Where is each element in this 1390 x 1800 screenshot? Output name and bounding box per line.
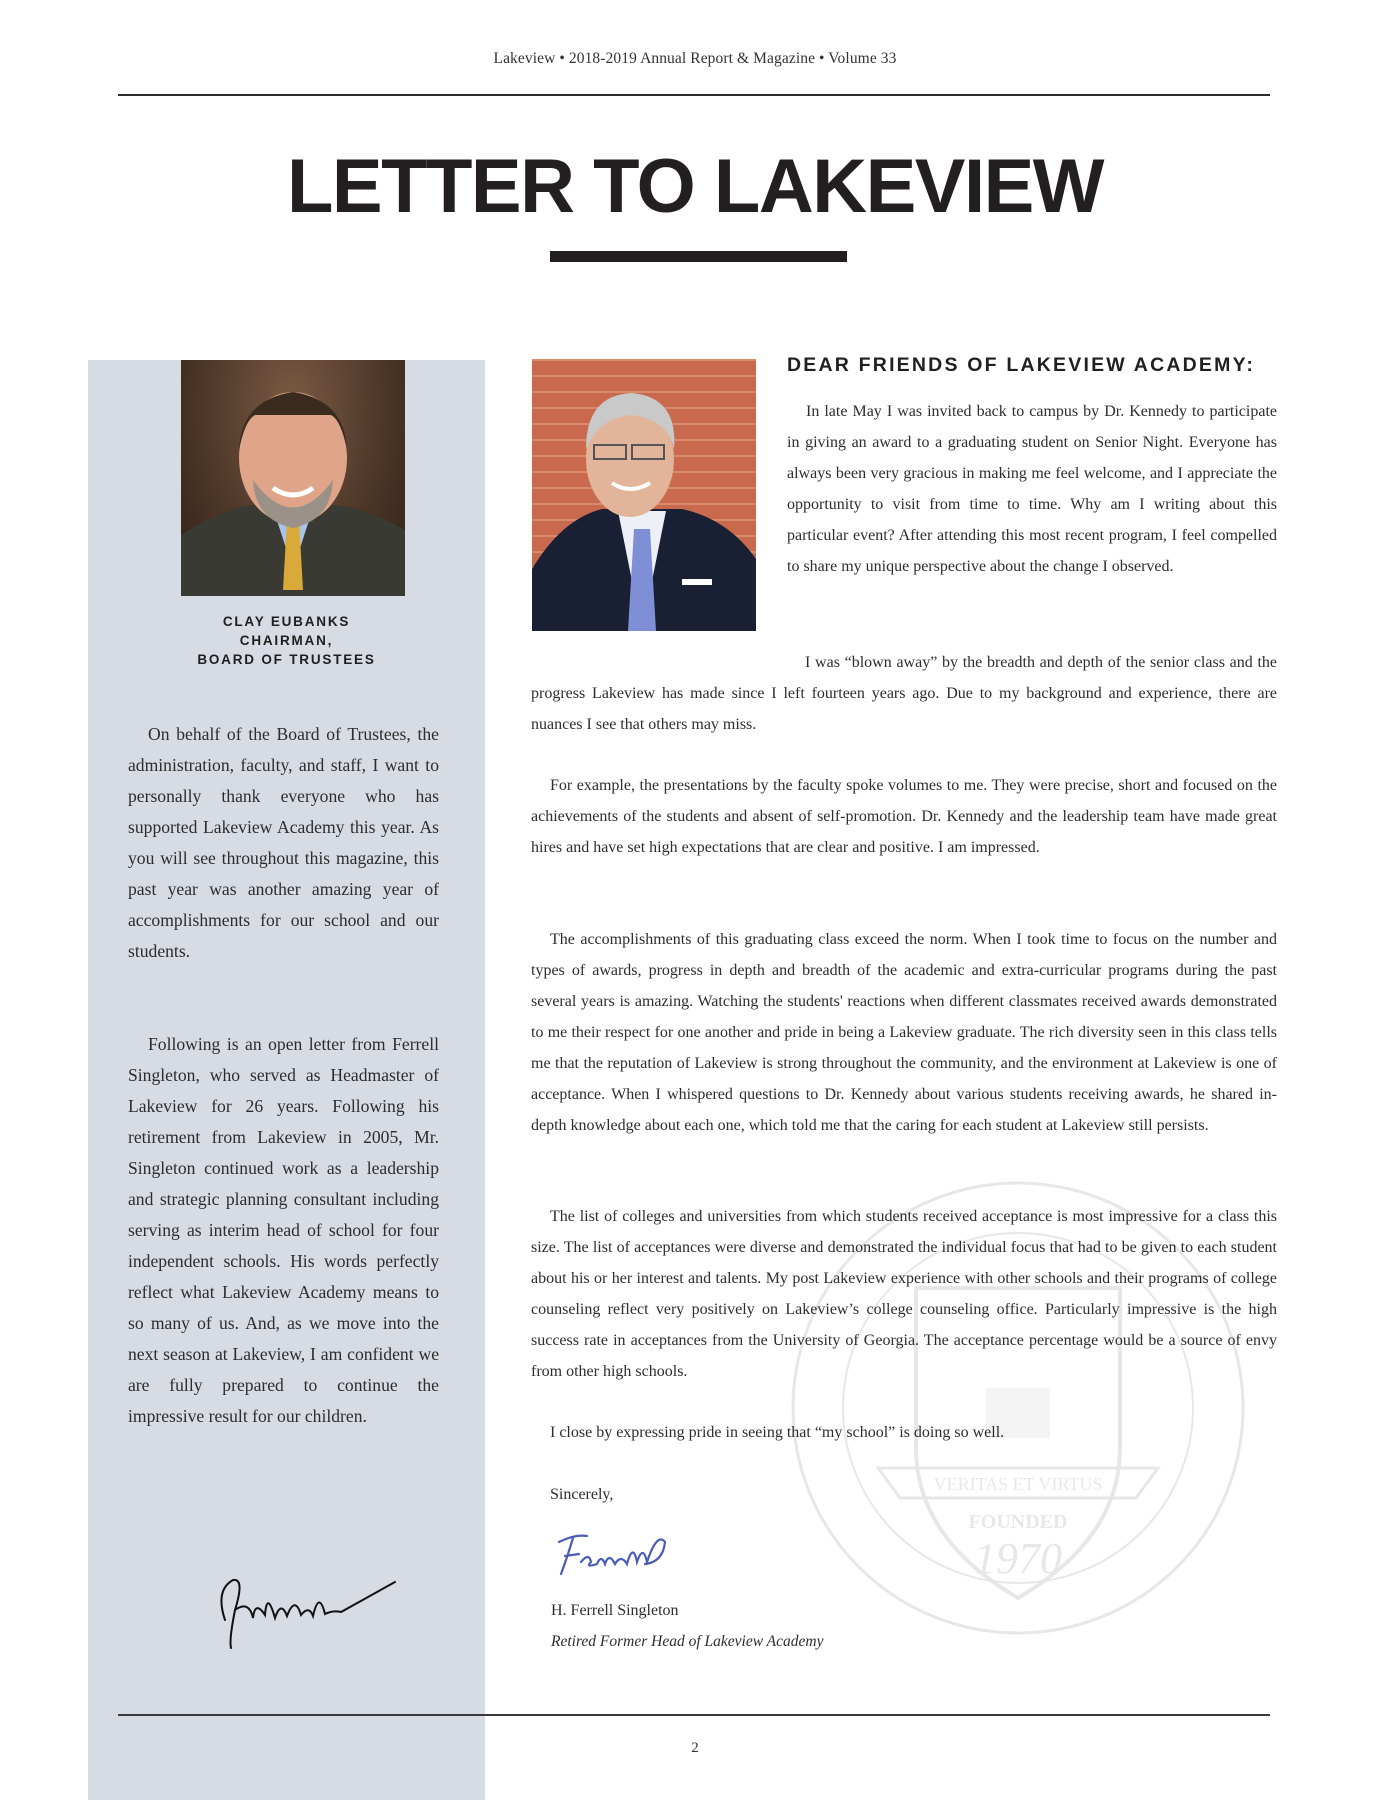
footer-rule xyxy=(118,1714,1270,1716)
eubanks-title-line2: BOARD OF TRUSTEES xyxy=(197,652,376,667)
ferrell-signature xyxy=(545,1522,695,1582)
eubanks-name: CLAY EUBANKS xyxy=(222,614,351,629)
sidebar-paragraph-text: On behalf of the Board of Trustees, the administration, faculty, and staff, I want to personally thank everyone who has supported Lakeview Academy this year. As you will see throughout this magazine, this past year was another amazing year of accomplishments for our school and our students. xyxy=(128,724,439,961)
running-head: Lakeview • 2018-2019 Annual Report & Magazine • Volume 33 xyxy=(493,50,897,67)
letter-paragraph-2 xyxy=(531,647,1277,740)
signature-icon xyxy=(205,1570,405,1650)
letter-paragraph-3 xyxy=(531,770,1277,863)
svg-text:1970: 1970 xyxy=(974,1534,1062,1583)
salutation: DEAR FRIENDS OF LAKEVIEW ACADEMY: xyxy=(787,354,1256,376)
valediction-text: Sincerely, xyxy=(550,1486,614,1503)
letter-paragraph-text: I was “blown away” by the breadth and depth of the senior class and the progress Lakeview has made since I left fourteen years ago. Due to my background and experience, there are nuances I see that others may miss. xyxy=(531,654,1277,733)
letter-paragraph-5 xyxy=(531,1201,1277,1387)
sidebar-paragraph-2 xyxy=(128,1029,439,1432)
signature-icon xyxy=(545,1522,695,1582)
page-number: 2 xyxy=(691,1740,699,1756)
singleton-photo xyxy=(532,359,756,631)
header-rule xyxy=(118,94,1270,96)
portrait-icon xyxy=(532,359,756,631)
letter-paragraph-text: The list of colleges and universities from which students received acceptance is most impressive for a class this size. The list of acceptances were diverse and demonstrated the individual focus that had to be given to each student about his or her interest and talents. My post Lakeview experience with other schools and their programs of college counseling reflect very positively on Lakeview’s college counseling office. Particularly impressive is the high success rate in acceptances from the University of Georgia. The acceptance percentage would be a source of envy from other high schools. xyxy=(531,1208,1277,1380)
letter-paragraph-4 xyxy=(531,924,1277,1141)
letter-paragraph-text: In late May I was invited back to campus by Dr. Kennedy to participate in giving an award to a graduating student on Senior Night. Everyone has always been very gracious in making me feel welcome, and I appreciate the opportunity to visit from time to time. Why am I writing about this particular event? After attending this most recent program, I feel compelled to share my unique perspective about the change I observed. xyxy=(787,403,1277,575)
eubanks-title-line1: CHAIRMAN, xyxy=(239,633,334,648)
svg-text:VERITAS ET VIRTUS: VERITAS ET VIRTUS xyxy=(933,1474,1103,1494)
svg-text:FOUNDED: FOUNDED xyxy=(968,1511,1068,1533)
eubanks-photo xyxy=(181,360,405,596)
letter-valediction xyxy=(531,1479,1277,1510)
eubanks-signature xyxy=(205,1570,405,1650)
portrait-icon xyxy=(181,360,405,596)
page-title: LETTER TO LAKEVIEW xyxy=(286,144,1104,229)
letter-paragraph-text: For example, the presentations by the faculty spoke volumes to me. They were precise, short and focused on the achievements of the students and absent of self-promotion. Dr. Kennedy and the leadership team have made great hires and have set high expectations that are clear and positive. I am impressed. xyxy=(531,777,1277,856)
signer-name: H. Ferrell Singleton xyxy=(551,1602,679,1619)
letter-paragraph-text: The accomplishments of this graduating class exceed the norm. When I took time to focus on the number and types of awards, progress in depth and breadth of the academic and extra-curricular programs during the past several years is amazing. Watching the students' reactions when different classmates received awards demonstrated to me their respect for one another and pride in being a Lakeview graduate. The rich diversity seen in this class tells me that the reputation of Lakeview is strong throughout the community, and the environment at Lakeview is one of acceptance. When I whispered questions to Dr. Kennedy about various students receiving awards, he shared in-depth knowledge about each one, which told me that the caring for each student at Lakeview still persists. xyxy=(531,931,1277,1134)
eubanks-caption xyxy=(88,612,485,669)
letter-closing xyxy=(531,1417,1277,1448)
letter-paragraph-1 xyxy=(787,396,1277,582)
signer-role: Retired Former Head of Lakeview Academy xyxy=(551,1633,824,1650)
sidebar-paragraph-text: Following is an open letter from Ferrell Singleton, who served as Headmaster of Lakeview for 26 years. Following his retirement from Lakeview in 2005, Mr. Singleton continued work as a leadership and strategic planning consultant including serving as interim head of school for four independent schools. His words perfectly reflect what Lakeview Academy means to so many of us. And, as we move into the next season at Lakeview, I am confident we are fully prepared to continue the impressive result for our children. xyxy=(128,1034,439,1426)
sidebar-paragraph-1 xyxy=(128,719,439,967)
letter-paragraph-text: I close by expressing pride in seeing that “my school” is doing so well. xyxy=(550,1424,1005,1441)
title-underline-bar xyxy=(550,251,847,262)
